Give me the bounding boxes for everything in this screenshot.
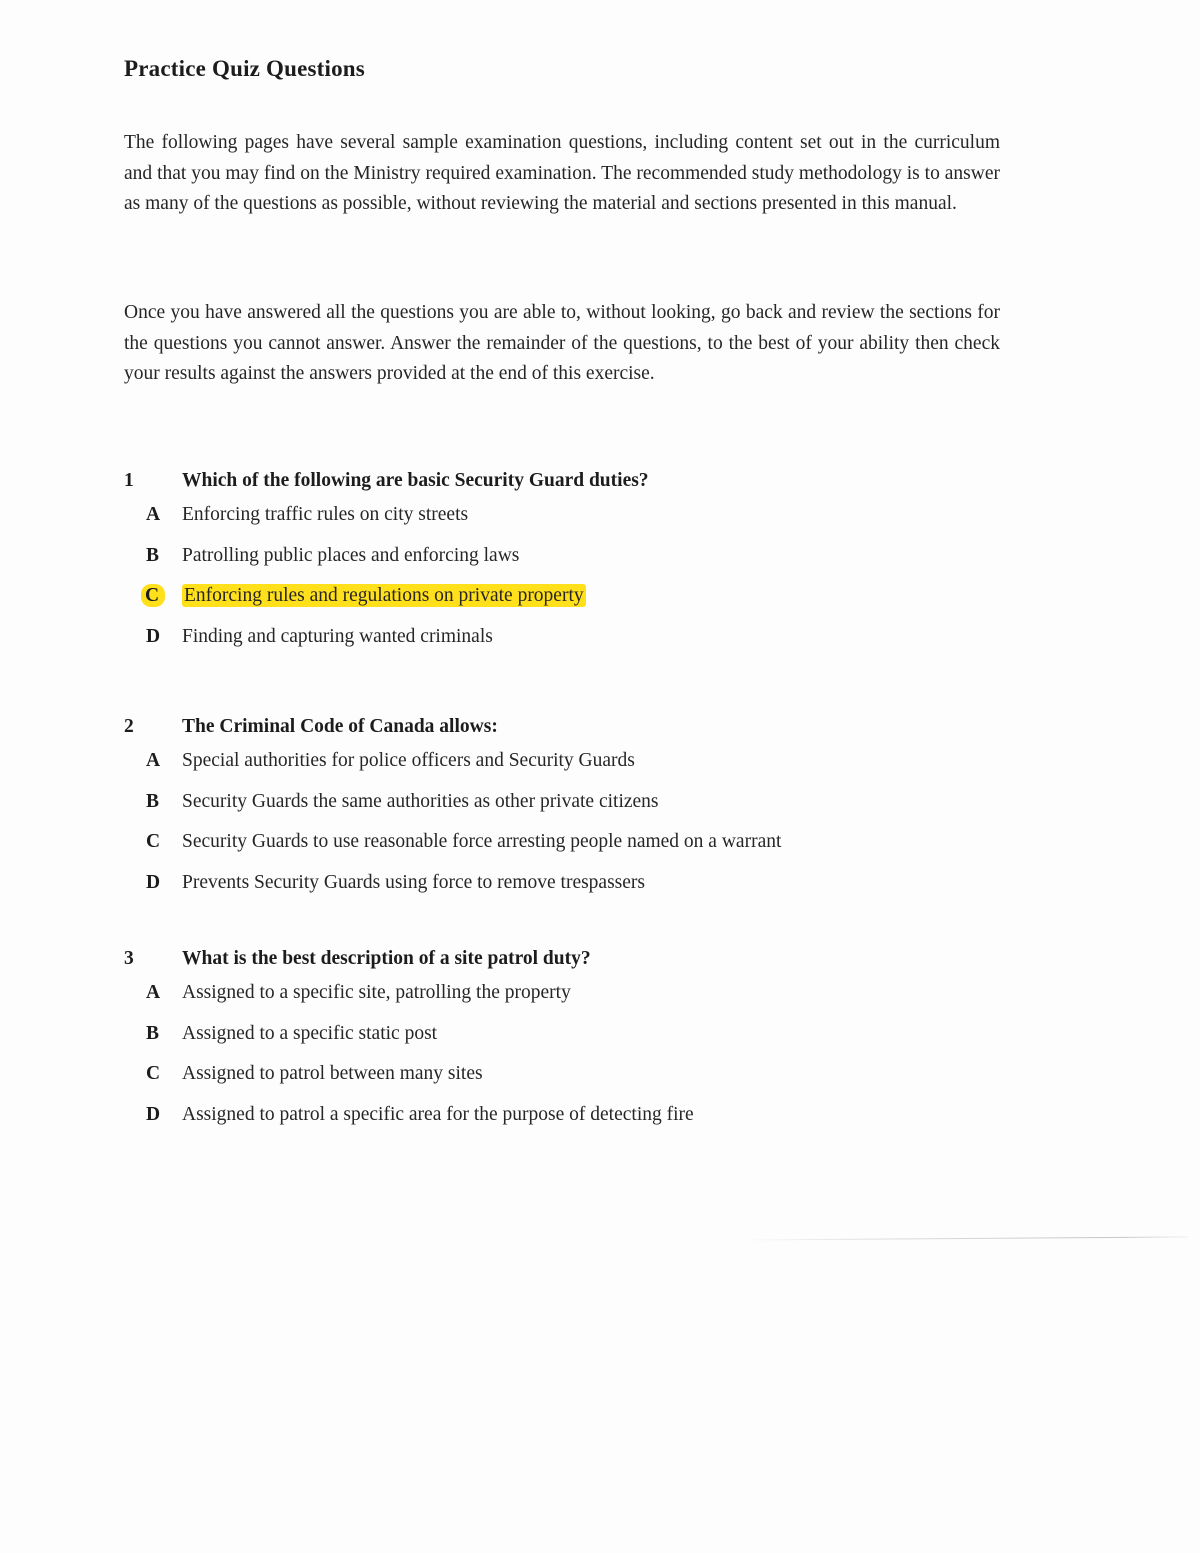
scan-artifact-line [736, 1236, 1188, 1240]
option-letter [146, 585, 182, 607]
highlight-mark: C [141, 584, 165, 607]
option-letter: D [146, 871, 161, 893]
answer-option-b [146, 545, 1024, 586]
option-letter: B [146, 1022, 160, 1044]
option-letter: A [146, 750, 161, 771]
option-text: Assigned to patrol a specific area for the purpose of detecting fire [182, 1103, 694, 1125]
answer-option-c [146, 1063, 1024, 1104]
answer-option-c [146, 831, 1024, 872]
question-number: 1 [124, 470, 134, 491]
highlight-mark: Enforcing rules and regulations on private property [184, 585, 584, 606]
question-text: What is the best description of a site patrol duty? [182, 948, 591, 969]
question-header [124, 470, 1024, 504]
question-number: 2 [124, 716, 134, 737]
question-header [124, 948, 1024, 982]
answer-option-a [146, 750, 1024, 791]
answer-option-a [146, 504, 1024, 545]
question-3 [124, 948, 1024, 1144]
answer-option-d [146, 872, 1024, 913]
option-letter: C [146, 831, 161, 852]
answer-option-b [146, 791, 1024, 832]
option-letter: A [146, 982, 161, 1003]
option-text: Enforcing traffic rules on city streets [182, 504, 469, 525]
option-text: Patrolling public places and enforcing laws [182, 544, 520, 566]
question-header [124, 716, 1024, 750]
option-letter: D [146, 1103, 161, 1125]
question-1 [124, 470, 1024, 666]
page-title: Practice Quiz Questions [124, 56, 365, 81]
question-text: The Criminal Code of Canada allows: [182, 716, 498, 737]
option-letter: C [146, 1063, 161, 1084]
question-2 [124, 716, 1024, 912]
question-number: 3 [124, 948, 134, 969]
answer-option-b [146, 1023, 1024, 1064]
option-text: Assigned to patrol between many sites [182, 1063, 483, 1084]
option-text: Security Guards the same authorities as other private citizens [182, 790, 659, 812]
option-text: Security Guards to use reasonable force arresting people named on a warrant [182, 831, 782, 852]
option-text: Prevents Security Guards using force to remove trespassers [182, 871, 646, 893]
question-text: Which of the following are basic Security Guard duties? [182, 470, 649, 491]
option-text: Special authorities for police officers and Security Guards [182, 750, 635, 771]
option-letter: B [146, 790, 160, 812]
intro-paragraph-2: Once you have answered all the questions you are able to, without looking, go back and review the sections for the questions you cannot answer. Answer the remainder of the questions, to the best of your ability then check your results against the answers provided at the end of this exercise. [124, 302, 1000, 384]
option-text: Assigned to a specific static post [182, 1022, 438, 1044]
intro-paragraph-1: The following pages have several sample examination questions, including content set out in the curriculum and that you may find on the Ministry required examination. The recommended study methodology is to answer as many of the questions as possible, without reviewing the material and sections presented in this manual. [124, 132, 1000, 214]
option-text [182, 585, 586, 607]
option-letter: D [146, 625, 161, 647]
answer-option-a [146, 982, 1024, 1023]
option-text: Finding and capturing wanted criminals [182, 625, 493, 647]
option-letter: B [146, 544, 160, 566]
option-letter: A [146, 504, 161, 525]
answer-option-c-highlighted [146, 585, 1024, 626]
answer-option-d [146, 626, 1024, 667]
option-text: Assigned to a specific site, patrolling the property [182, 982, 571, 1003]
answer-option-d [146, 1104, 1024, 1145]
